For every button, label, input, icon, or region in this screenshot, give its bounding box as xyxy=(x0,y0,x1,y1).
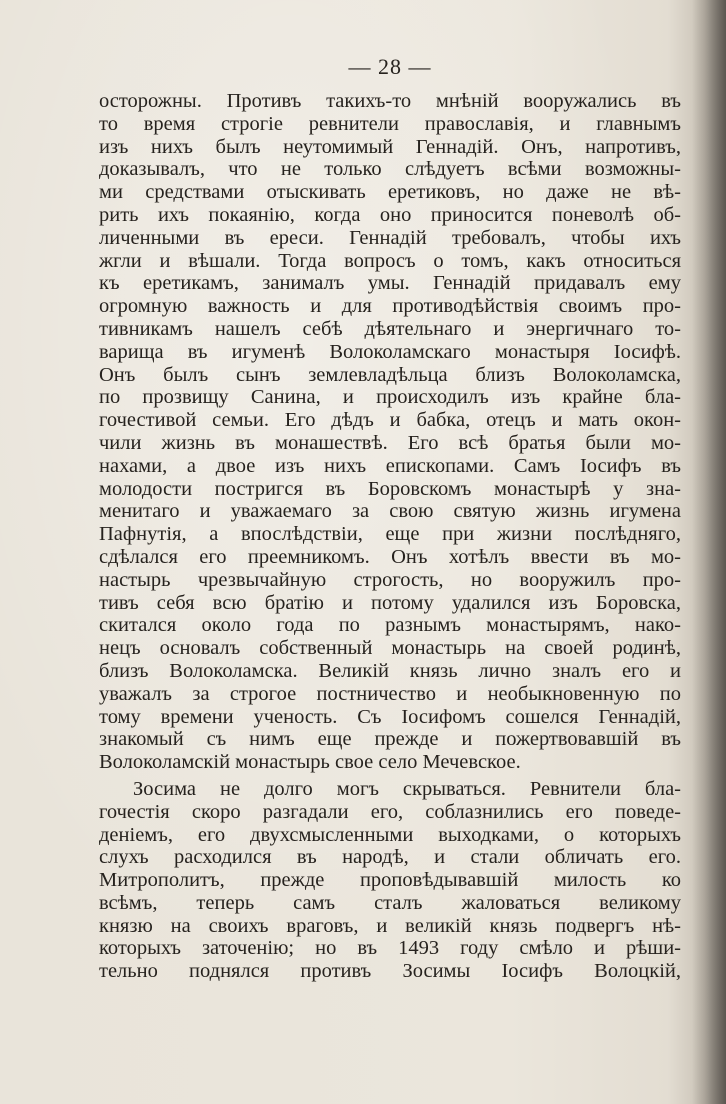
text-line: настырь чрезвычайную строгость, но вооружилъ про- xyxy=(99,568,681,591)
paragraph-1 xyxy=(99,90,681,774)
text-line: рить ихъ покаянію, когда оно приносится поневолѣ об- xyxy=(99,203,681,226)
text-line: уважалъ за строгое постничество и необыкновенную по xyxy=(99,682,681,705)
text-line: варища въ игуменѣ Волоколамскаго монастыря Іосифѣ. xyxy=(99,340,681,363)
text-line: молодости постригся въ Боровскомъ монастырѣ у зна- xyxy=(99,477,681,500)
text-line: менитаго и уважаемаго за свою святую жизнь игумена xyxy=(99,500,681,523)
text-line: доказывалъ, что не только слѣдуетъ всѣми возможны- xyxy=(99,158,681,181)
text-line: которыхъ заточенію; но въ 1493 году смѣло и рѣши- xyxy=(99,937,681,960)
text-line: чили жизнь въ монашествѣ. Его всѣ братья были мо- xyxy=(99,431,681,454)
text-line: жгли и вѣшали. Тогда вопросъ о томъ, какъ относиться xyxy=(99,249,681,272)
text-line: нахами, а двое изъ нихъ епископами. Самъ Іосифъ въ xyxy=(99,454,681,477)
text-line: осторожны. Противъ такихъ-то мнѣній вооружались въ xyxy=(99,90,681,112)
body-text xyxy=(99,90,681,983)
paragraph-2 xyxy=(99,778,681,983)
text-line: близъ Волоколамска. Великій князь лично зналъ его и xyxy=(99,659,681,682)
page-number: — 28 — xyxy=(348,54,432,79)
text-line: по прозвищу Санина, и происходилъ изъ крайне бла- xyxy=(99,386,681,409)
text-line: тивникамъ нашелъ себѣ дѣятельнаго и энергичнаго то- xyxy=(99,317,681,340)
text-line: Митрополитъ, прежде проповѣдывавшій милость ко xyxy=(99,869,681,892)
text-line: тивъ себя всю братію и потому удалился изъ Боровска, xyxy=(99,591,681,614)
text-line: нецъ основалъ собственный монастырь на своей родинѣ, xyxy=(99,637,681,660)
text-line: скитался около года по разнымъ монастырямъ, нако- xyxy=(99,614,681,637)
text-line: Пафнутія, а впослѣдствіи, еще при жизни послѣдняго, xyxy=(99,523,681,546)
text-line: гочестивой семьи. Его дѣдъ и бабка, отецъ и мать окон- xyxy=(99,409,681,432)
text-line: Онъ былъ сынъ землевладѣльца близъ Волоколамска, xyxy=(99,363,681,386)
text-line: огромную важность и для противодѣйствія своимъ про- xyxy=(99,295,681,318)
text-line: то время строгіе ревнители православія, и главнымъ xyxy=(99,112,681,135)
text-line: сдѣлался его преемникомъ. Онъ хотѣлъ ввести въ мо- xyxy=(99,545,681,568)
text-line: гочестія скоро разгадали его, соблазнились его поведе- xyxy=(99,800,681,823)
text-line: деніемъ, его двухсмысленными выходками, о которыхъ xyxy=(99,823,681,846)
text-line: тельно поднялся противъ Зосимы Іосифъ Волоцкій, xyxy=(99,960,681,983)
text-line: тому времени ученость. Съ Іосифомъ сошелся Геннадій, xyxy=(99,705,681,728)
text-line: ми средствами отыскивать еретиковъ, но даже не вѣ- xyxy=(99,181,681,204)
text-line: слухъ расходился въ народѣ, и стали обличать его. xyxy=(99,846,681,869)
text-line: къ еретикамъ, занималъ умы. Геннадій придавалъ ему xyxy=(99,272,681,295)
text-line: знакомый съ нимъ еще прежде и пожертвовавшій въ xyxy=(99,728,681,751)
text-line: князю на своихъ враговъ, и великій князь подвергъ нѣ- xyxy=(99,914,681,937)
text-line: Зосима не долго могъ скрываться. Ревнители бла- xyxy=(133,777,681,800)
spine-shadow xyxy=(692,0,726,1104)
text-line: личенными въ ереси. Геннадій требовалъ, чтобы ихъ xyxy=(99,226,681,249)
text-line: всѣмъ, теперь самъ сталъ жаловаться великому xyxy=(99,891,681,914)
text-line: изъ нихъ былъ неутомимый Геннадій. Онъ, напротивъ, xyxy=(99,135,681,158)
text-line: Волоколамскій монастырь свое село Мечевское. xyxy=(99,751,521,774)
